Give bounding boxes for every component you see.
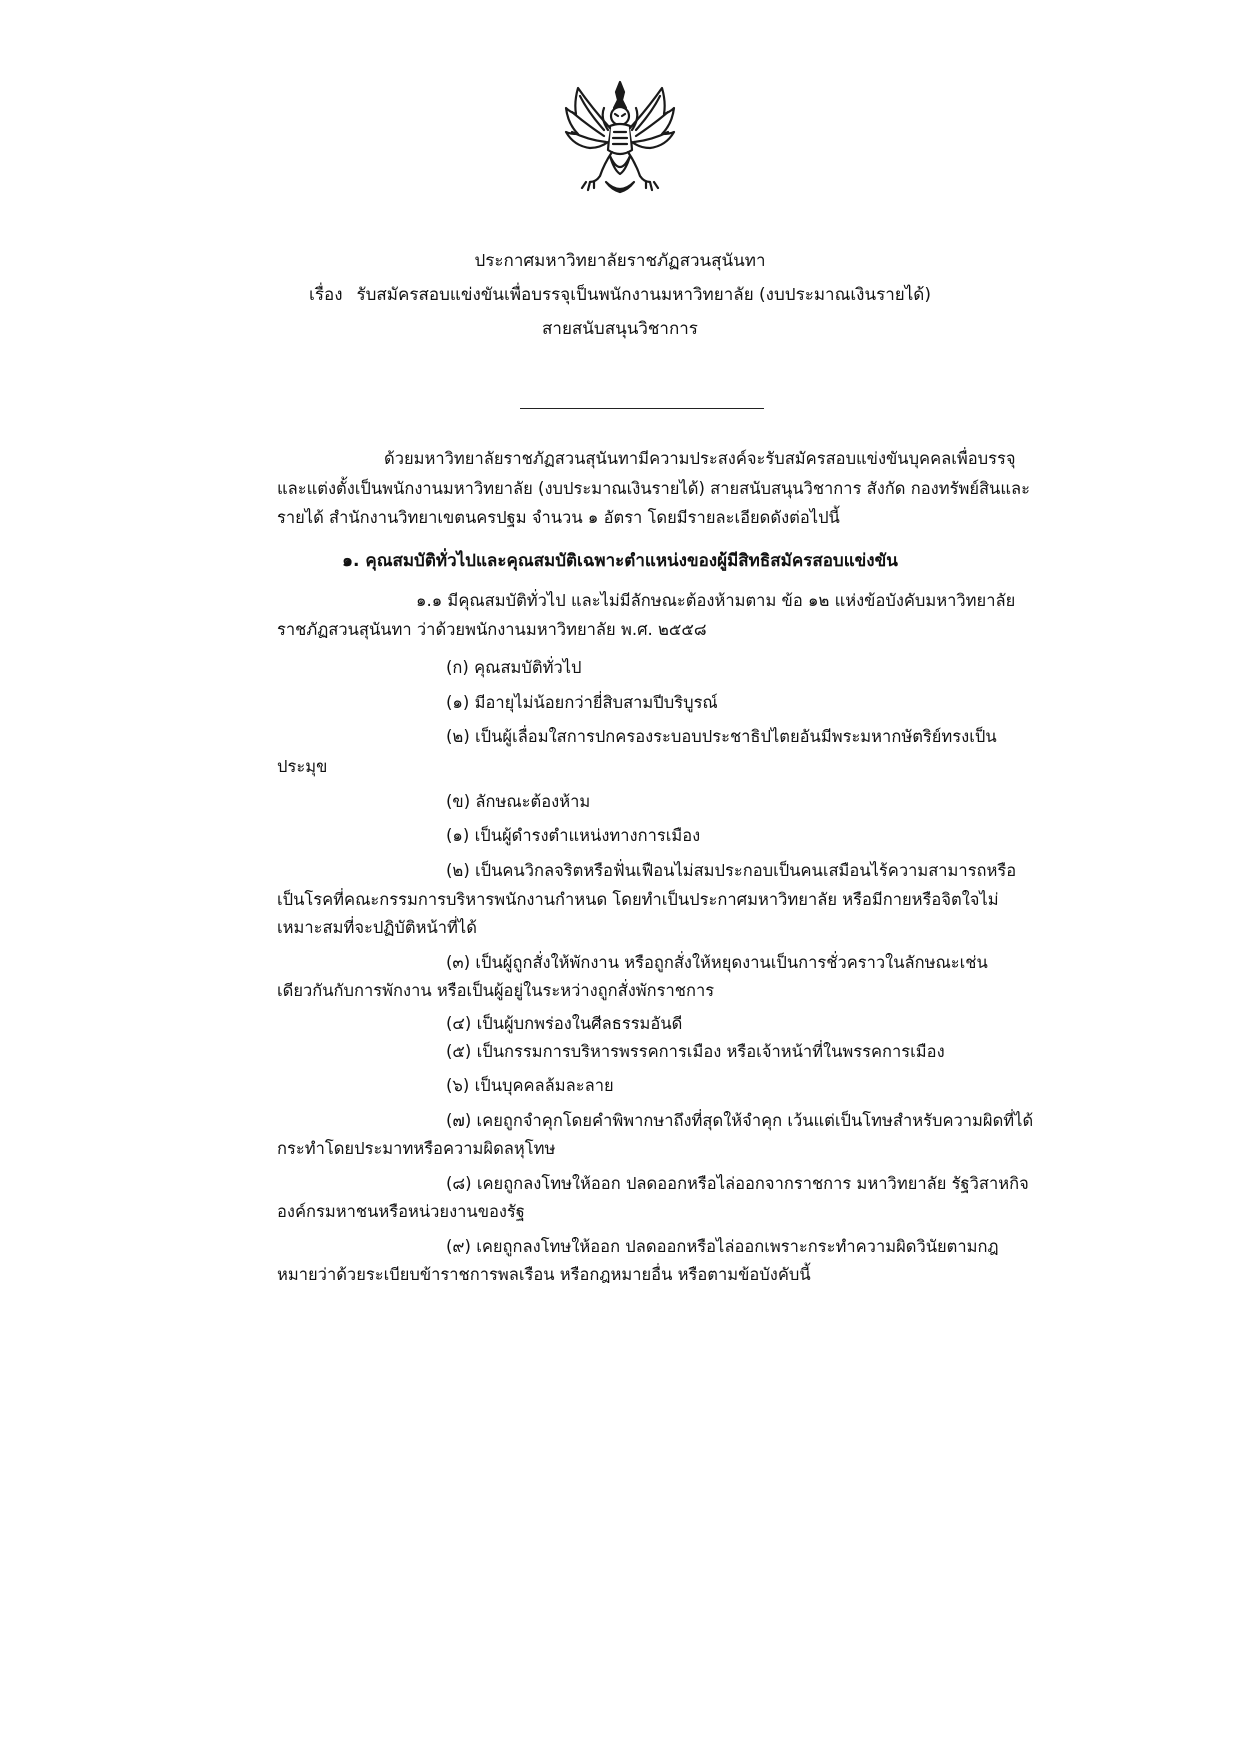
prohibition-item-2-line-1: (๒) เป็นคนวิกลจริตหรือฟั่นเฟือนไม่สมประกอบเป็นคนเสมือนไร้ความสามารถหรือ [446,861,1017,880]
prohibition-item-1: (๑) เป็นผู้ดำรงตำแหน่งทางการเมือง [446,826,701,845]
section-1-title: ๑. คุณสมบัติทั่วไปและคุณสมบัติเฉพาะตำแหน่งของผู้มีสิทธิสมัครสอบแข่งขัน [342,551,898,571]
prohibition-item-9-line-2: หมายว่าด้วยระเบียบข้าราชการพลเรือน หรือกฎหมายอื่น หรือตามข้อบังคับนี้ [277,1265,811,1284]
prohibition-item-3-line-2: เดียวกันกับการพักงาน หรือเป็นผู้อยู่ในระหว่างถูกสั่งพักราชการ [277,981,715,1000]
document-subject-line [0,284,1240,306]
prohibition-item-4: (๔) เป็นผู้บกพร่องในศีลธรรมอันดี [446,1014,683,1033]
prohibition-item-2-line-2: เป็นโรคที่คณะกรรมการบริหารพนักงานกำหนด โดยทำเป็นประกาศมหาวิทยาลัย หรือมีกายหรือจิตใจไม่ [277,890,999,909]
clause-1-1-line-1: ๑.๑ มีคุณสมบัติทั่วไป และไม่มีลักษณะต้องห้ามตาม ข้อ ๑๒ แห่งข้อบังคับมหาวิทยาลัย [416,591,1016,610]
prohibition-item-8-line-1: (๘) เคยถูกลงโทษให้ออก ปลดออกหรือไล่ออกจากราชการ มหาวิทยาลัย รัฐวิสาหกิจ [446,1174,1029,1193]
header-divider [520,408,764,409]
prohibition-item-5: (๕) เป็นกรรมการบริหารพรรคการเมือง หรือเจ้าหน้าที่ในพรรคการเมือง [446,1042,945,1061]
qualifications-general-heading: (ก) คุณสมบัติทั่วไป [446,658,582,677]
qualification-item-2-line-1: (๒) เป็นผู้เลื่อมใสการปกครองระบอบประชาธิปไตยอันมีพระมหากษัตริย์ทรงเป็น [446,727,997,746]
prohibitions-heading: (ข) ลักษณะต้องห้าม [446,792,591,811]
prohibition-item-3-line-1: (๓) เป็นผู้ถูกสั่งให้พักงาน หรือถูกสั่งให้หยุดงานเป็นการชั่วคราวในลักษณะเช่น [446,953,988,972]
clause-1-1-line-2: ราชภัฏสวนสุนันทา ว่าด้วยพนักงานมหาวิทยาลัย พ.ศ. ๒๕๕๘ [277,620,707,639]
document-subtitle: สายสนับสนุนวิชาการ [542,319,698,339]
garuda-emblem-icon [560,78,680,200]
intro-line-1: ด้วยมหาวิทยาลัยราชภัฏสวนสุนันทามีความประสงค์จะรับสมัครสอบแข่งขันบุคคลเพื่อบรรจุ [384,449,1016,468]
prohibition-item-7-line-2: กระทำโดยประมาทหรือความผิดลหุโทษ [277,1139,556,1158]
prohibition-item-9-line-1: (๙) เคยถูกลงโทษให้ออก ปลดออกหรือไล่ออกเพราะกระทำความผิดวินัยตามกฎ [446,1237,999,1256]
intro-line-2: และแต่งตั้งเป็นพนักงานมหาวิทยาลัย (งบประมาณเงินรายได้) สายสนับสนุนวิชาการ สังกัด กองทรัพย์สินและ [277,479,1030,498]
subject-label: เรื่อง [309,285,343,305]
subject-text: รับสมัครสอบแข่งขันเพื่อบรรจุเป็นพนักงานมหาวิทยาลัย (งบประมาณเงินรายได้) [356,285,931,305]
document-title: ประกาศมหาวิทยาลัยราชภัฏสวนสุนันทา [474,251,766,271]
prohibition-item-2-line-3: เหมาะสมที่จะปฏิบัติหน้าที่ได้ [277,918,477,937]
prohibition-item-8-line-2: องค์กรมหาชนหรือหน่วยงานของรัฐ [277,1202,525,1221]
prohibition-item-7-line-1: (๗) เคยถูกจำคุกโดยคำพิพากษาถึงที่สุดให้จำคุก เว้นแต่เป็นโทษสำหรับความผิดที่ได้ [446,1111,1034,1130]
qualification-item-1: (๑) มีอายุไม่น้อยกว่ายี่สิบสามปีบริบูรณ์ [446,693,718,712]
prohibition-item-6: (๖) เป็นบุคคลล้มละลาย [446,1076,614,1095]
qualification-item-2-line-2: ประมุข [277,757,328,776]
intro-line-3: รายได้ สำนักงานวิทยาเขตนครปฐม จำนวน ๑ อัตรา โดยมีรายละเอียดดังต่อไปนี้ [277,508,840,527]
